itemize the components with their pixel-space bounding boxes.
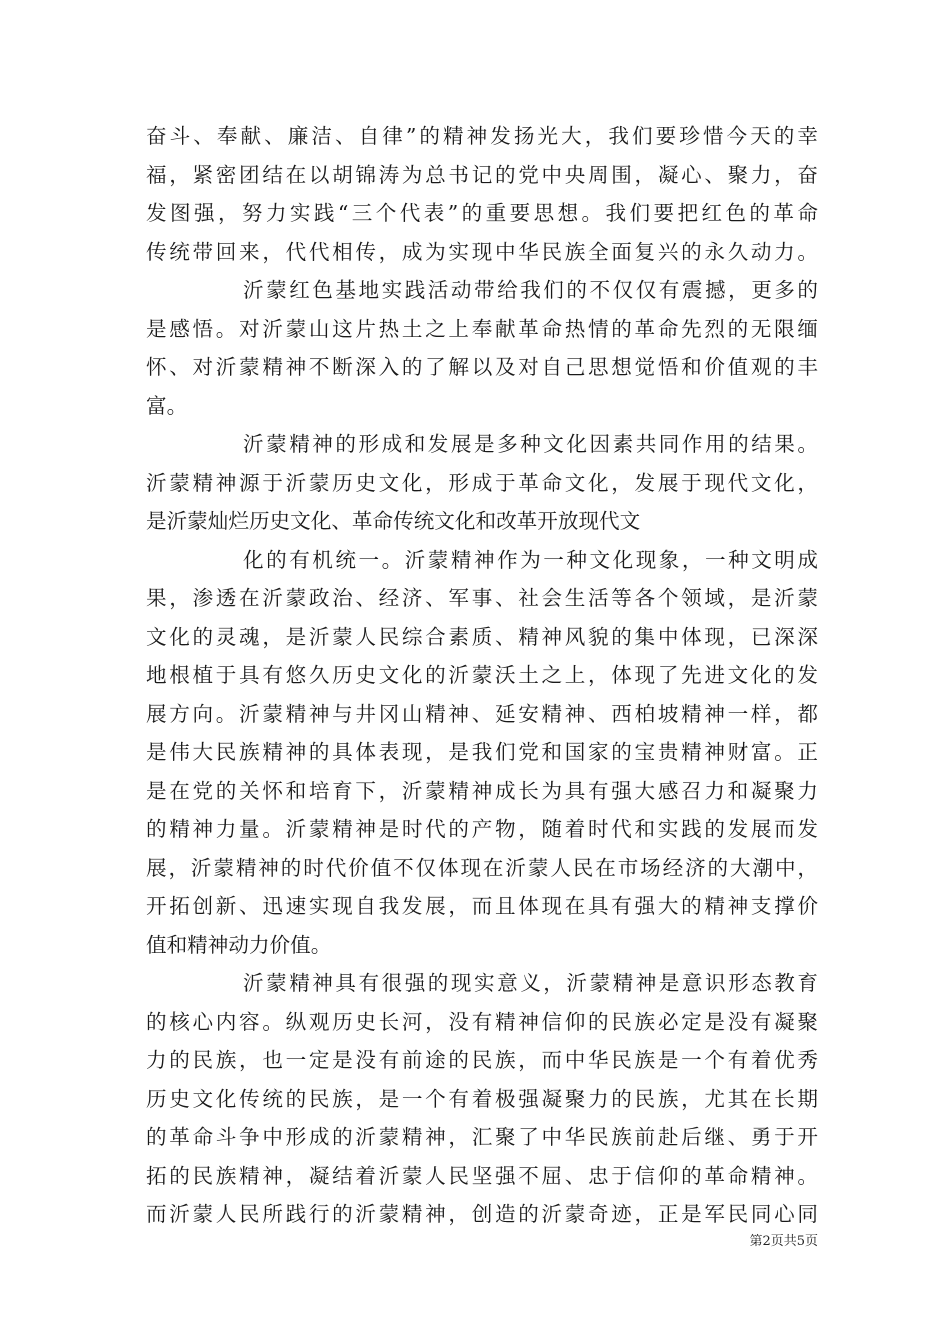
text-line: 果，渗透在沂蒙政治、经济、军事、社会生活等各个领域，是沂蒙: [146, 586, 818, 610]
page-number: 第2页共5页: [749, 1234, 818, 1249]
text-line: 传统带回来，代代相传，成为实现中华民族全面复兴的永久动力。: [146, 239, 818, 264]
text-line: 展方向。沂蒙精神与井冈山精神、延安精神、西柏坡精神一样，都: [146, 701, 818, 726]
text-line: 拓的民族精神，凝结着沂蒙人民坚强不屈、忠于信仰的革命精神。: [146, 1163, 818, 1188]
text-line: 的核心内容。纵观历史长河，没有精神信仰的民族必定是没有凝聚: [146, 1009, 818, 1034]
text-line: 发图强，努力实践“三个代表”的重要思想。我们要把红色的革命: [146, 201, 818, 225]
paragraph-start-line: 化的有机统一。沂蒙精神作为一种文化现象，一种文明成: [243, 547, 818, 572]
text-line: 文化的灵魂，是沂蒙人民综合素质、精神风貌的集中体现，已深深: [146, 624, 818, 649]
text-line: 值和精神动力价值。: [146, 932, 332, 957]
text-line: 沂蒙精神源于沂蒙历史文化，形成于革命文化，发展于现代文化，: [146, 470, 818, 495]
body-text: [146, 117, 818, 1234]
text-line: 而沂蒙人民所践行的沂蒙精神，创造的沂蒙奇迹，正是军民同心同: [146, 1202, 818, 1226]
text-line: 富。: [146, 393, 188, 418]
paragraph-start-line: 沂蒙精神具有很强的现实意义，沂蒙精神是意识形态教育: [243, 971, 818, 995]
text-line: 历史文化传统的民族，是一个有着极强凝聚力的民族，尤其在长期: [146, 1086, 818, 1111]
text-line: 力的民族，也一定是没有前途的民族，而中华民族是一个有着优秀: [146, 1048, 818, 1072]
text-line: 是伟大民族精神的具体表现，是我们党和国家的宝贵精神财富。正: [146, 740, 818, 764]
text-line: 福，紧密团结在以胡锦涛为总书记的党中央周围，凝心、聚力，奋: [146, 162, 818, 187]
text-line: 奋斗、奉献、廉洁、自律”的精神发扬光大，我们要珍惜今天的幸: [146, 124, 818, 148]
text-line: 的精神力量。沂蒙精神是时代的产物，随着时代和实践的发展而发: [146, 817, 818, 841]
text-line: 展，沂蒙精神的时代价值不仅体现在沂蒙人民在市场经济的大潮中，: [146, 855, 818, 880]
text-line: 是感悟。对沂蒙山这片热土之上奉献革命热情的革命先烈的无限缅: [146, 316, 818, 341]
paragraph-start-line: 沂蒙红色基地实践活动带给我们的不仅仅有震撼，更多的: [243, 278, 818, 302]
paragraph-start-line: 沂蒙精神的形成和发展是多种文化因素共同作用的结果。: [243, 432, 818, 456]
text-line: 是沂蒙灿烂历史文化、革命传统文化和改革开放现代文: [146, 509, 641, 533]
text-line: 地根植于具有悠久历史文化的沂蒙沃土之上，体现了先进文化的发: [146, 663, 818, 687]
text-line: 的革命斗争中形成的沂蒙精神，汇聚了中华民族前赴后继、勇于开: [146, 1125, 818, 1149]
text-line: 开拓创新、迅速实现自我发展，而且体现在具有强大的精神支撑价: [146, 894, 818, 918]
text-line: 是在党的关怀和培育下，沂蒙精神成长为具有强大感召力和凝聚力: [146, 778, 818, 803]
text-line: 怀、对沂蒙精神不断深入的了解以及对自己思想觉悟和价值观的丰: [146, 355, 818, 379]
